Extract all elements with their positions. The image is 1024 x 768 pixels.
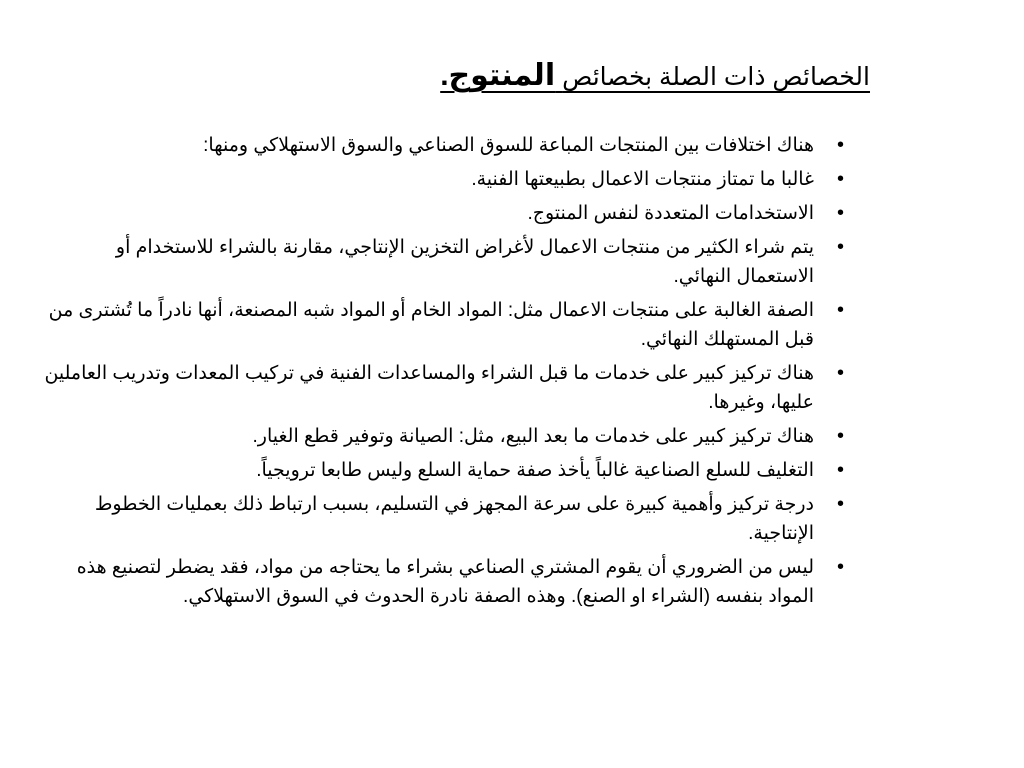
bullet-dot-icon: •	[836, 493, 844, 515]
slide-title	[440, 58, 870, 95]
bullet-list	[44, 131, 844, 616]
bullet-item	[44, 553, 844, 611]
bullet-dot-icon: •	[836, 202, 844, 224]
bullet-text: ليس من الضروري أن يقوم المشتري الصناعي بشراء ما يحتاجه من مواد، فقد يضطر لتصنيع هذه المواد بنفسه (الشراء او الصنع). وهذه الصفة نادرة الحدوث في السوق الاستهلاكي.	[76, 557, 814, 607]
bullet-item	[44, 131, 844, 160]
slide-title-emphasis: المنتوج.	[440, 59, 556, 92]
bullet-text: يتم شراء الكثير من منتجات الاعمال لأغراض التخزين الإنتاجي، مقارنة بالشراء للاستخدام أو الاستعمال النهائي.	[115, 237, 814, 287]
bullet-dot-icon: •	[836, 556, 844, 578]
bullet-text: التغليف للسلع الصناعية غالباً يأخذ صفة حماية السلع وليس طابعا ترويجياً.	[256, 460, 814, 481]
bullet-dot-icon: •	[836, 236, 844, 258]
bullet-dot-icon: •	[836, 134, 844, 156]
bullet-item	[44, 456, 844, 485]
bullet-text: هناك تركيز كبير على خدمات ما قبل الشراء والمساعدات الفنية في تركيب المعدات وتدريب العاملين عليها، وغيرها.	[44, 363, 814, 413]
bullet-text: الاستخدامات المتعددة لنفس المنتوج.	[527, 203, 814, 224]
bullet-item	[44, 296, 844, 354]
bullet-item	[44, 422, 844, 451]
bullet-item	[44, 490, 844, 548]
bullet-text: الصفة الغالبة على منتجات الاعمال مثل: المواد الخام أو المواد شبه المصنعة، أنها نادراً ما تُشترى من قبل المستهلك النهائي.	[48, 300, 814, 350]
bullet-dot-icon: •	[836, 425, 844, 447]
bullet-text: درجة تركيز وأهمية كبيرة على سرعة المجهز في التسليم، بسبب ارتباط ذلك بعمليات الخطوط الإنتاجية.	[94, 494, 814, 544]
bullet-item	[44, 233, 844, 291]
bullet-text: غالبا ما تمتاز منتجات الاعمال بطبيعتها الفنية.	[471, 169, 814, 190]
bullet-dot-icon: •	[836, 299, 844, 321]
bullet-dot-icon: •	[836, 459, 844, 481]
bullet-dot-icon: •	[836, 362, 844, 384]
bullet-text: هناك اختلافات بين المنتجات المباعة للسوق الصناعي والسوق الاستهلاكي ومنها:	[203, 135, 814, 156]
bullet-text: هناك تركيز كبير على خدمات ما بعد البيع، مثل: الصيانة وتوفير قطع الغيار.	[252, 426, 814, 447]
slide-title-text: الخصائص ذات الصلة بخصائص	[562, 63, 870, 91]
bullet-item	[44, 359, 844, 417]
bullet-dot-icon: •	[836, 168, 844, 190]
bullet-item	[44, 165, 844, 194]
bullet-item	[44, 199, 844, 228]
